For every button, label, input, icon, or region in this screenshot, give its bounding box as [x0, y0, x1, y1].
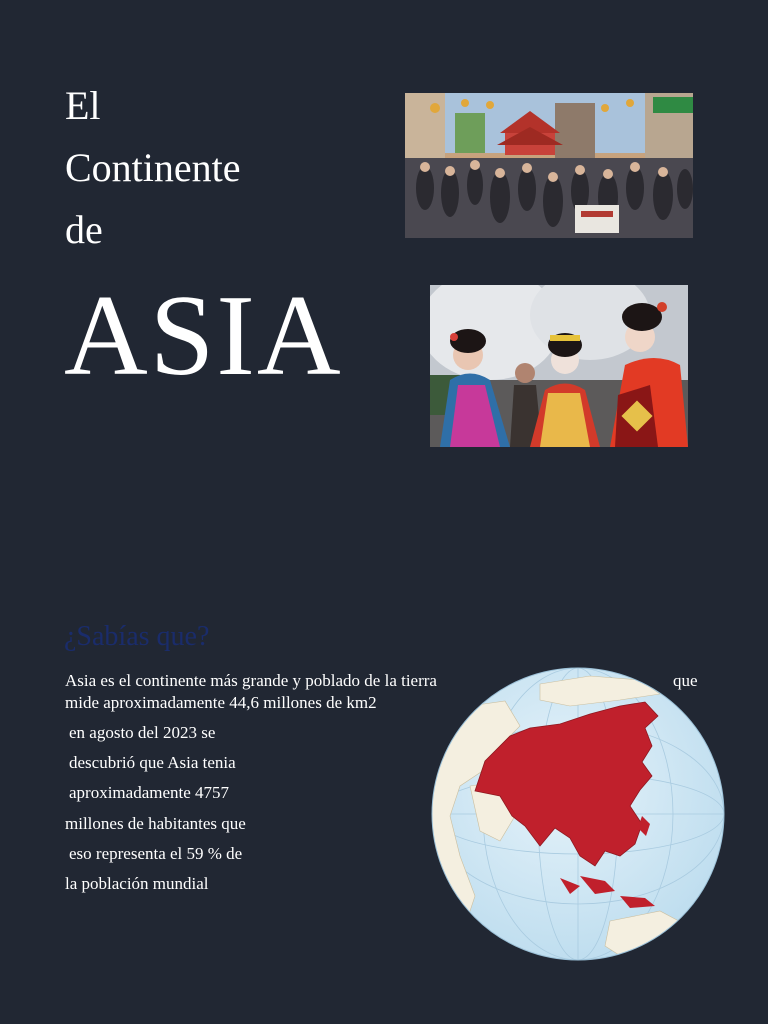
info-line-8: la población mundial — [65, 874, 209, 893]
street-photo-art — [405, 93, 693, 238]
globe-icon — [430, 666, 726, 962]
info-line-7: eso representa el 59 % de — [69, 844, 243, 863]
title-line-el: El — [65, 83, 101, 128]
street-photo — [405, 93, 693, 238]
kimono-photo — [430, 285, 688, 447]
info-line-5: aproximadamente 4757 — [69, 783, 230, 802]
info-line-4: descubrió que Asia tenia — [69, 753, 236, 772]
info-line-3: en agosto del 2023 se — [69, 723, 216, 742]
info-line-1-end: que — [673, 671, 698, 690]
title-line-continente: Continente — [65, 145, 241, 190]
info-line-1: Asia es el continente más grande y poblado de la tierra — [65, 671, 437, 690]
asia-globe — [430, 666, 726, 962]
title-line-de: de — [65, 207, 103, 252]
kimono-photo-art — [430, 285, 688, 447]
info-heading: ¿Sabías que? — [64, 621, 210, 652]
info-line-2: mide aproximadamente 44,6 millones de km2 — [65, 693, 377, 712]
info-line-6: millones de habitantes que — [65, 814, 246, 833]
title-asia: ASIA — [64, 272, 343, 400]
